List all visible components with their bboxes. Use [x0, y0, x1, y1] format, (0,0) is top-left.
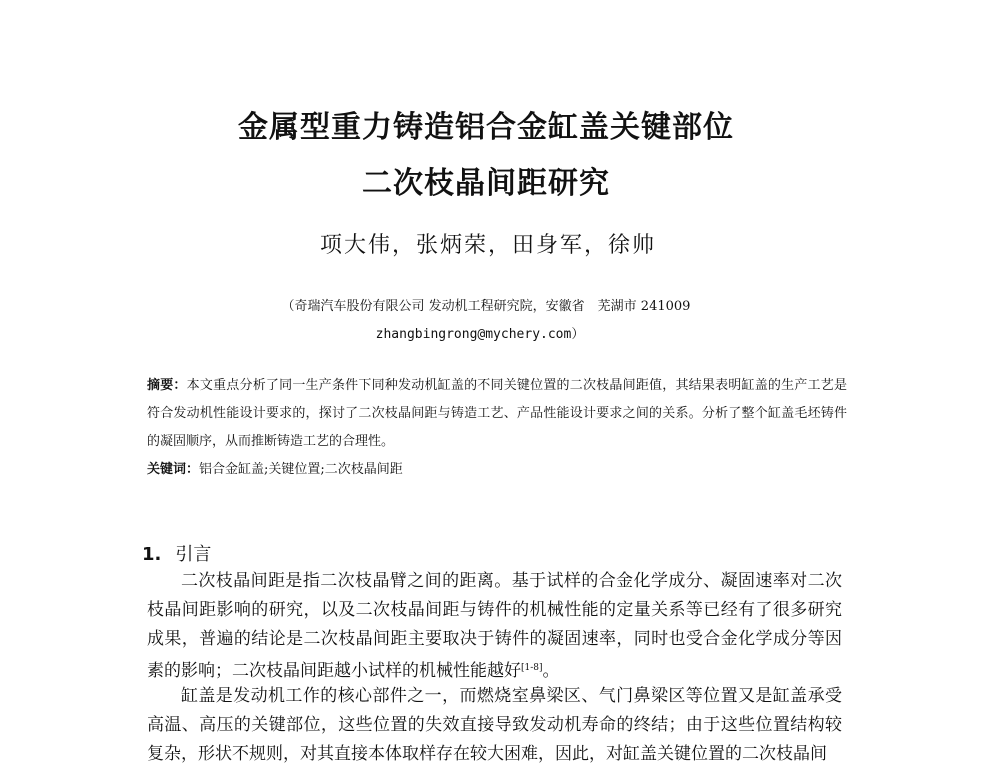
- section-number: 1.: [142, 544, 162, 565]
- paragraph-text: 缸盖是发动机工作的核心部件之一，而燃烧室鼻梁区、气门鼻梁区等位置又是缸盖承受高温、高压的关键部位，这些位置的失效直接导致发动机寿命的终结；由于这些位置结构较复杂，形状不规则，对其直接本体取样存在较大困难，因此，对缸盖关键位置的二次枝晶间: [147, 686, 842, 764]
- section-title: 引言: [175, 544, 212, 565]
- abstract-text: 本文重点分析了同一生产条件下同种发动机缸盖的不同关键位置的二次枝晶间距值，其结果表明缸盖的生产工艺是符合发动机性能设计要求的，探讨了二次枝晶间距与铸造工艺、产品性能设计要求之间的关系。分析了整个缸盖毛坯铸件的凝固顺序，从而推断铸造工艺的合理性。: [147, 378, 847, 449]
- paragraph-end: 。: [542, 661, 560, 681]
- keywords-text: 铝合金缸盖;关键位置;二次枝晶间距: [199, 462, 403, 477]
- contact-email: zhangbingrong@mychery.com）: [375, 327, 585, 342]
- paragraph-text: 二次枝晶间距是指二次枝晶臂之间的距离。基于试样的合金化学成分、凝固速率对二次枝晶间距影响的研究，以及二次枝晶间距与铸件的机械性能的定量关系等已经有了很多研究成果，普遍的结论是二次枝晶间距主要取决于铸件的凝固速率，同时也受合金化学成分等因素的影响；二次枝晶间距越小试样的机械性能越好: [147, 571, 842, 681]
- keywords-label: 关键词：: [147, 462, 200, 477]
- paper-title-line-1: 金属型重力铸造铝合金缸盖关键部位: [238, 110, 734, 145]
- paper-title-line-2: 二次枝晶间距研究: [362, 166, 610, 201]
- abstract-label: 摘要：: [147, 378, 187, 393]
- body-paragraph-1: [147, 567, 842, 686]
- affiliation: （奇瑞汽车股份有限公司 发动机工程研究院，安徽省 芜湖市 241009: [281, 299, 691, 314]
- citation: [1-8]: [521, 663, 543, 673]
- section-heading: [142, 540, 211, 566]
- author-list: 项大伟，张炳荣，田身军，徐帅: [319, 233, 656, 258]
- abstract: [147, 372, 847, 456]
- keywords: [147, 458, 847, 477]
- body-paragraph-2: [147, 682, 842, 769]
